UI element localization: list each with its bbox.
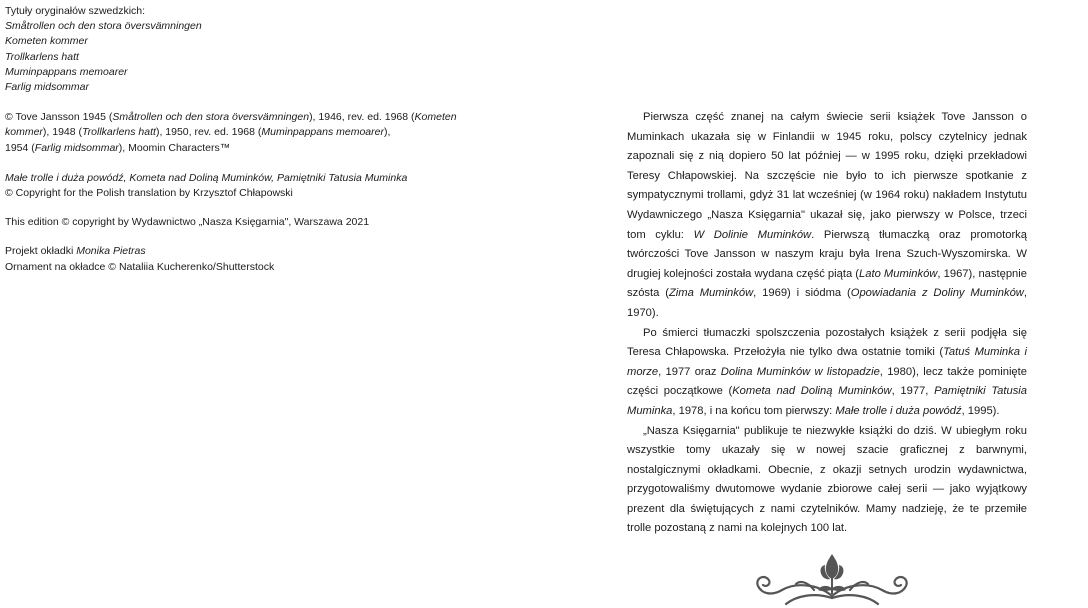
note-paragraph-1: Pierwsza część znanej na całym świecie serii książek Tove Jansson o Muminkach ukazała się w Finlandii w 1945 roku, polscy czytelnicy jednak zapoznali się z nią dopiero 50 lat później — w 1995 roku, dzięki przekładowi Teresy Chłapowskiej. Na szczęście nie było to ich pierwsze spotkanie z sympatycznymi trollami, gdyż 31 lat wcześniej (w 1964 roku) nakładem Instytutu Wydawniczego „Nasza Księgarnia" ukazał się, jako pierwszy w Polsce, trzeci tom cyklu: W Dolinie Muminków. Pierwszą tłumaczką oraz promotorką twórczości Tove Jansson w naszym kraju była Irena Szuch-Wyszomirska. W drugiej kolejności została wydana część piąta (Lato Muminków, 1967), następnie szósta (Zima Muminków, 1969) i siódma (Opowiadania z Doliny Muminków, 1970). — [627, 111, 1027, 319]
original-title-4: Muminpappans memoarer — [5, 65, 128, 78]
polish-titles: Małe trolle i duża powódź, Kometa nad Doliną Muminków, Pamiętniki Tatusia Muminka — [5, 171, 408, 184]
original-titles-heading: Tytuły oryginałów szwedzkich: — [5, 5, 146, 17]
note-paragraph-2: Po śmierci tłumaczki spolszczenia pozostałych książek z serii podjęła się Teresa Chłapowska. Przełożyła nie tylko dwa ostatnie tomiki (Tatuś Muminka i morze, 1977 oraz Dolina Muminków w listopadzie, 1980), lecz także pominięte części początkowe (Kometa nad Doliną Muminków, 1977, Pamiętniki Tatusia Muminka, 1978, i na końcu tom pierwszy: Małe trolle i duża powódź, 1995). — [627, 326, 1027, 417]
note-paragraph-3: „Nasza Księgarnia" publikuje te niezwykłe książki do dziś. W ubiegłym roku wszystkie tomy ukazały się w nowej szacie graficznej z barwnymi, nostalgicznymi okładkami. Obecnie, z okazji setnych urodzin wydawnictwa, przygotowaliśmy dwutomowe wydanie zbiorowe całej serii — jako wyjątkowy prezent dla świętujących z nami czytelników. Mamy nadzieję, że te przemiłe trolle pozostaną z nami na kolejnych 100 lat. — [627, 424, 1027, 535]
original-title-5: Farlig midsommar — [5, 81, 90, 94]
floral-ornament-icon — [752, 552, 912, 608]
translation-credit: © Copyright for the Polish translation by Krzysztof Chłapowski — [5, 187, 293, 200]
cover-design-credit: Projekt okładki Monika Pietras — [5, 245, 146, 258]
edition-notice: This edition © copyright by Wydawnictwo „Nasza Księgarnia", Warszawa 2021 — [5, 216, 370, 229]
copyright-notice: © Tove Jansson 1945 (Småtrollen och den stora översvämningen), 1946, rev. ed. 1968 (Kometen kommer), 1948 (Trollkarlens hatt), 1950, rev. ed. 1968 (Muminpappans memoarer), 1954 (Farlig midsommar), Moomin Characters™ — [5, 111, 457, 154]
ornament-credit: Ornament na okładce © Nataliia Kucherenko/Shutterstock — [5, 260, 275, 273]
original-title-3: Trollkarlens hatt — [5, 50, 79, 63]
publisher-note-page — [627, 108, 1027, 539]
original-title-1: Småtrollen och den stora översvämningen — [5, 20, 202, 33]
original-title-2: Kometen kommer — [5, 35, 88, 48]
imprint-page — [5, 4, 475, 275]
